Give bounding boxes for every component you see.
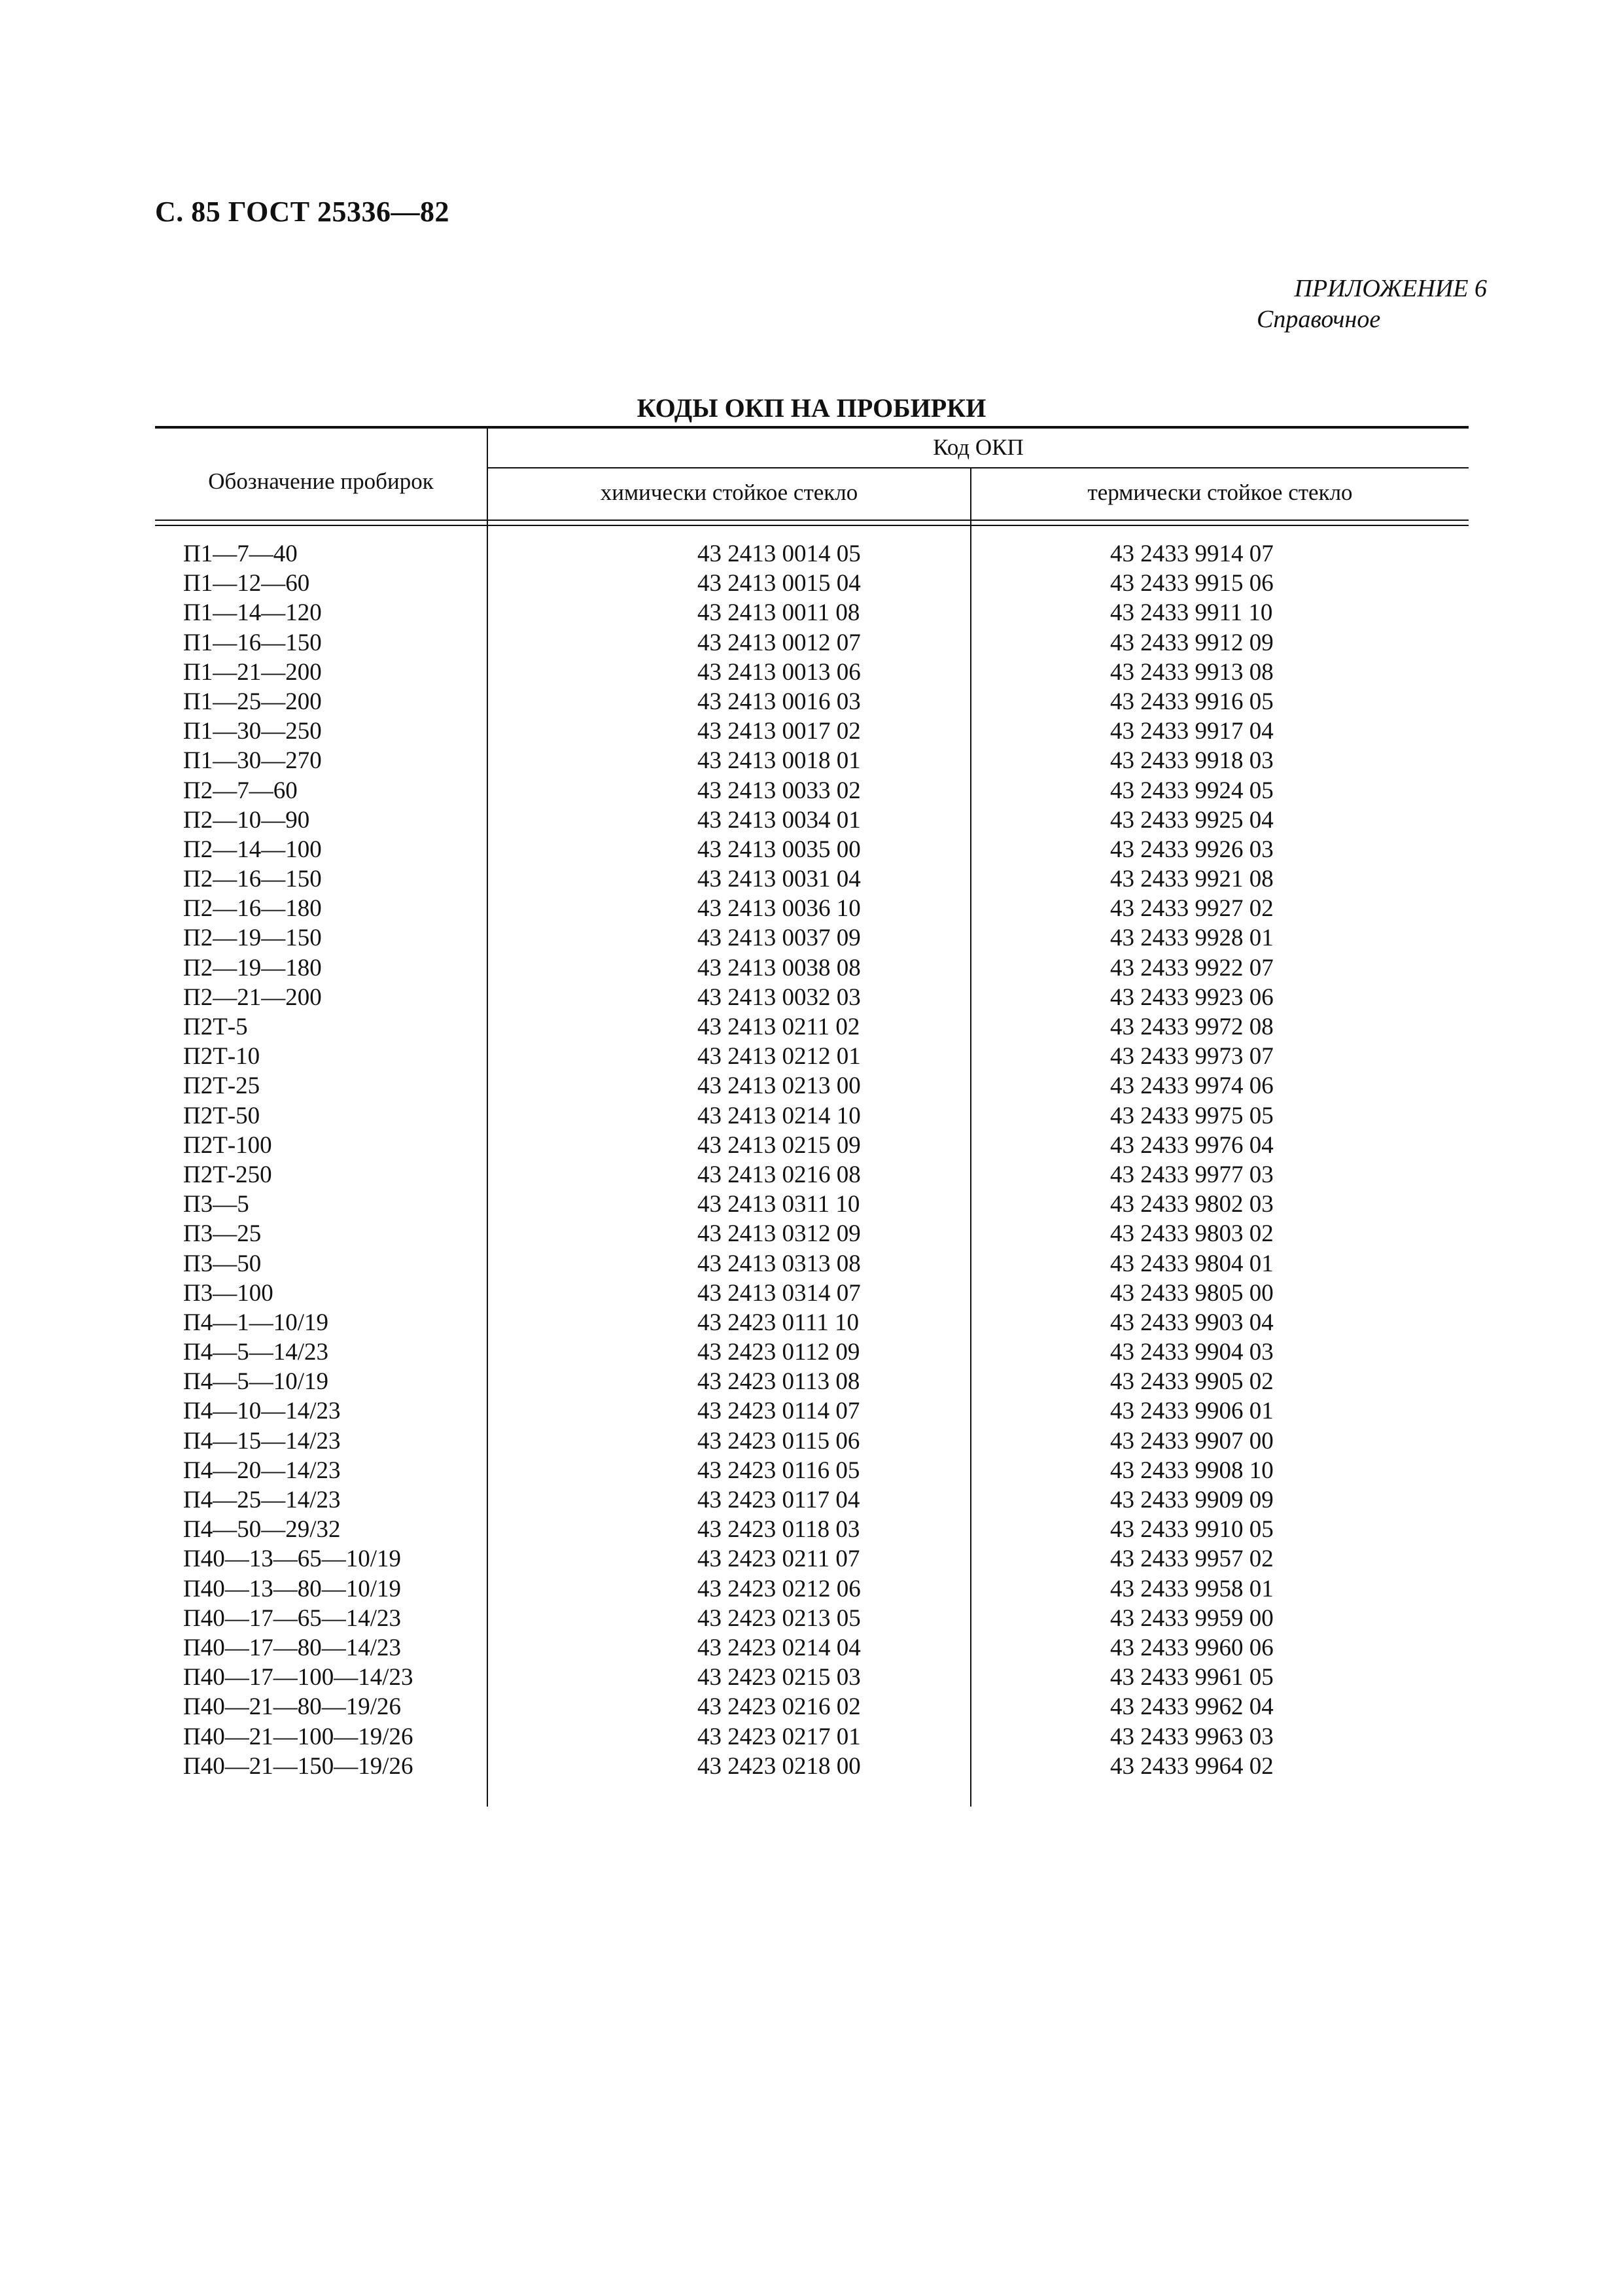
chemical-code-cell: 43 2423 0213 05: [697, 1604, 861, 1632]
designation-cell: П40—21—150—19/26: [183, 1752, 413, 1780]
thermal-code-cell: 43 2433 9964 02: [1110, 1752, 1274, 1780]
designation-cell: П4—50—29/32: [183, 1516, 341, 1544]
designation-cell: П2Т-50: [183, 1102, 260, 1129]
chemical-code-cell: 43 2423 0117 04: [697, 1487, 860, 1513]
chemical-code-column: [697, 539, 861, 1781]
thermal-code-cell: 43 2433 9906 01: [1110, 1398, 1274, 1425]
thermal-code-cell: 43 2433 9975 05: [1110, 1102, 1274, 1129]
designation-cell: П2—10—90: [183, 806, 310, 834]
designation-cell: П2—7—60: [183, 777, 298, 804]
thermal-code-cell: 43 2433 9922 07: [1110, 954, 1274, 981]
thermal-code-cell: 43 2433 9908 10: [1110, 1457, 1274, 1484]
thermal-code-cell: 43 2433 9909 09: [1110, 1487, 1274, 1513]
designation-cell: П40—17—65—14/23: [183, 1604, 401, 1632]
page-header: С. 85 ГОСТ 25336—82: [155, 196, 450, 228]
designation-cell: П1—30—270: [183, 747, 322, 775]
chemical-code-cell: 43 2423 0215 03: [697, 1664, 861, 1691]
thermal-code-cell: 43 2433 9957 02: [1110, 1545, 1274, 1573]
thermal-code-cell: 43 2433 9927 02: [1110, 895, 1274, 923]
thermal-code-cell: 43 2433 9977 03: [1110, 1161, 1274, 1188]
chemical-code-cell: 43 2413 0034 01: [697, 806, 861, 834]
chemical-code-cell: 43 2413 0015 04: [697, 570, 861, 597]
thermal-code-cell: 43 2433 9915 06: [1110, 570, 1274, 597]
thermal-code-cell: 43 2433 9803 02: [1110, 1220, 1274, 1248]
chemical-code-cell: 43 2413 0035 00: [697, 836, 861, 863]
designation-cell: П4—15—14/23: [183, 1427, 341, 1455]
designation-cell: П3—25: [183, 1220, 262, 1248]
table-top-rule: [155, 426, 1469, 429]
header-double-rule-1: [155, 520, 1469, 521]
designation-cell: П40—21—80—19/26: [183, 1693, 401, 1721]
thermal-code-cell: 43 2433 9911 10: [1110, 599, 1273, 627]
chemical-code-cell: 43 2413 0016 03: [697, 688, 861, 715]
designation-cell: П1—16—150: [183, 629, 322, 656]
chemical-code-cell: 43 2423 0113 08: [697, 1368, 860, 1396]
thermal-code-cell: 43 2433 9926 03: [1110, 836, 1274, 863]
designation-cell: П1—14—120: [183, 599, 322, 627]
designation-cell: П4—20—14/23: [183, 1457, 341, 1484]
chemical-code-cell: 43 2413 0017 02: [697, 718, 861, 745]
appendix-subtitle: Справочное: [1257, 306, 1381, 333]
thermal-code-column: [1110, 539, 1274, 1781]
chemical-code-cell: 43 2413 0012 07: [697, 629, 861, 656]
column-divider-2: [970, 468, 971, 1807]
designation-cell: П4—25—14/23: [183, 1487, 341, 1513]
designation-cell: П2Т-5: [183, 1014, 248, 1040]
table-title: КОДЫ ОКП НА ПРОБИРКИ: [637, 393, 986, 423]
designation-cell: П40—17—100—14/23: [183, 1664, 413, 1691]
chemical-code-cell: 43 2423 0214 04: [697, 1634, 861, 1661]
thermal-code-cell: 43 2433 9910 05: [1110, 1516, 1274, 1544]
appendix-title: ПРИЛОЖЕНИЕ 6: [1294, 275, 1487, 302]
designation-cell: П1—25—200: [183, 688, 322, 715]
thermal-code-cell: 43 2433 9805 00: [1110, 1279, 1274, 1307]
chemical-code-cell: 43 2423 0217 01: [697, 1723, 861, 1750]
designation-cell: П40—13—65—10/19: [183, 1545, 401, 1573]
thermal-code-cell: 43 2433 9917 04: [1110, 718, 1274, 745]
thermal-code-cell: 43 2433 9802 03: [1110, 1191, 1274, 1218]
chemical-code-cell: 43 2423 0212 06: [697, 1575, 861, 1602]
designation-cell: П1—12—60: [183, 570, 310, 597]
column-divider-1: [487, 429, 488, 1807]
chemical-code-cell: 43 2413 0313 08: [697, 1250, 861, 1277]
designation-column: [183, 539, 413, 1781]
chemical-code-cell: 43 2413 0036 10: [697, 895, 861, 923]
thermal-code-cell: 43 2433 9918 03: [1110, 747, 1274, 775]
designation-cell: П4—10—14/23: [183, 1398, 341, 1425]
header-okp-code: Код ОКП: [933, 434, 1024, 460]
thermal-code-cell: 43 2433 9928 01: [1110, 925, 1274, 952]
chemical-code-cell: 43 2413 0014 05: [697, 540, 861, 567]
designation-cell: П40—13—80—10/19: [183, 1575, 401, 1602]
thermal-code-cell: 43 2433 9904 03: [1110, 1339, 1274, 1366]
chemical-code-cell: 43 2413 0013 06: [697, 658, 861, 686]
designation-cell: П2—19—180: [183, 954, 322, 981]
designation-cell: П2—21—200: [183, 983, 322, 1011]
thermal-code-cell: 43 2433 9921 08: [1110, 866, 1274, 893]
chemical-code-cell: 43 2413 0215 09: [697, 1131, 861, 1159]
header-sub-rule: [487, 467, 1469, 468]
chemical-code-cell: 43 2413 0032 03: [697, 983, 861, 1011]
thermal-code-cell: 43 2433 9960 06: [1110, 1634, 1274, 1661]
designation-cell: П3—50: [183, 1250, 262, 1277]
thermal-code-cell: 43 2433 9903 04: [1110, 1309, 1274, 1336]
designation-cell: П40—21—100—19/26: [183, 1723, 413, 1750]
designation-cell: П4—5—14/23: [183, 1339, 328, 1366]
designation-cell: П3—100: [183, 1279, 273, 1307]
thermal-code-cell: 43 2433 9976 04: [1110, 1131, 1274, 1159]
designation-cell: П4—1—10/19: [183, 1309, 328, 1336]
designation-cell: П2—14—100: [183, 836, 322, 863]
designation-cell: П40—17—80—14/23: [183, 1634, 401, 1661]
thermal-code-cell: 43 2433 9961 05: [1110, 1664, 1274, 1691]
chemical-code-cell: 43 2413 0011 08: [697, 599, 860, 627]
designation-cell: П4—5—10/19: [183, 1368, 328, 1396]
thermal-code-cell: 43 2433 9963 03: [1110, 1723, 1274, 1750]
thermal-code-cell: 43 2433 9973 07: [1110, 1043, 1274, 1070]
chemical-code-cell: 43 2413 0213 00: [697, 1072, 861, 1100]
chemical-code-cell: 43 2423 0218 00: [697, 1752, 861, 1780]
designation-cell: П3—5: [183, 1191, 249, 1218]
chemical-code-cell: 43 2423 0211 07: [697, 1545, 860, 1573]
chemical-code-cell: 43 2413 0314 07: [697, 1279, 861, 1307]
thermal-code-cell: 43 2433 9924 05: [1110, 777, 1274, 804]
thermal-code-cell: 43 2433 9907 00: [1110, 1427, 1274, 1455]
designation-cell: П2—19—150: [183, 925, 322, 952]
header-chemically-resistant: химически стойкое стекло: [600, 480, 858, 505]
designation-cell: П2Т-100: [183, 1131, 272, 1159]
designation-cell: П2—16—180: [183, 895, 322, 923]
chemical-code-cell: 43 2413 0031 04: [697, 866, 861, 893]
designation-cell: П2Т-250: [183, 1161, 272, 1188]
chemical-code-cell: 43 2413 0211 02: [697, 1014, 860, 1040]
thermal-code-cell: 43 2433 9912 09: [1110, 629, 1274, 656]
designation-cell: П2—16—150: [183, 866, 322, 893]
header-double-rule-2: [155, 525, 1469, 526]
thermal-code-cell: 43 2433 9925 04: [1110, 806, 1274, 834]
designation-cell: П2Т-25: [183, 1072, 260, 1100]
thermal-code-cell: 43 2433 9916 05: [1110, 688, 1274, 715]
designation-cell: П1—7—40: [183, 540, 298, 567]
chemical-code-cell: 43 2413 0038 08: [697, 954, 861, 981]
thermal-code-cell: 43 2433 9974 06: [1110, 1072, 1274, 1100]
designation-cell: П1—30—250: [183, 718, 322, 745]
thermal-code-cell: 43 2433 9914 07: [1110, 540, 1274, 567]
thermal-code-cell: 43 2433 9804 01: [1110, 1250, 1274, 1277]
chemical-code-cell: 43 2413 0216 08: [697, 1161, 861, 1188]
thermal-code-cell: 43 2433 9958 01: [1110, 1575, 1274, 1602]
chemical-code-cell: 43 2423 0114 07: [697, 1398, 860, 1425]
chemical-code-cell: 43 2413 0033 02: [697, 777, 861, 804]
thermal-code-cell: 43 2433 9959 00: [1110, 1604, 1274, 1632]
thermal-code-cell: 43 2433 9913 08: [1110, 658, 1274, 686]
chemical-code-cell: 43 2413 0214 10: [697, 1102, 861, 1129]
thermal-code-cell: 43 2433 9962 04: [1110, 1693, 1274, 1721]
thermal-code-cell: 43 2433 9923 06: [1110, 983, 1274, 1011]
chemical-code-cell: 43 2423 0116 05: [697, 1457, 860, 1484]
chemical-code-cell: 43 2413 0037 09: [697, 925, 861, 952]
chemical-code-cell: 43 2423 0115 06: [697, 1427, 860, 1455]
chemical-code-cell: 43 2413 0311 10: [697, 1191, 860, 1218]
header-designation: Обозначение пробирок: [208, 468, 434, 494]
chemical-code-cell: 43 2423 0216 02: [697, 1693, 861, 1721]
chemical-code-cell: 43 2423 0118 03: [697, 1516, 860, 1544]
chemical-code-cell: 43 2423 0112 09: [697, 1339, 860, 1366]
designation-cell: П1—21—200: [183, 658, 322, 686]
thermal-code-cell: 43 2433 9905 02: [1110, 1368, 1274, 1396]
chemical-code-cell: 43 2413 0018 01: [697, 747, 861, 775]
chemical-code-cell: 43 2413 0312 09: [697, 1220, 861, 1248]
chemical-code-cell: 43 2413 0212 01: [697, 1043, 861, 1070]
chemical-code-cell: 43 2423 0111 10: [697, 1309, 860, 1336]
thermal-code-cell: 43 2433 9972 08: [1110, 1014, 1274, 1040]
designation-cell: П2Т-10: [183, 1043, 260, 1070]
header-thermally-resistant: термически стойкое стекло: [1087, 480, 1353, 505]
